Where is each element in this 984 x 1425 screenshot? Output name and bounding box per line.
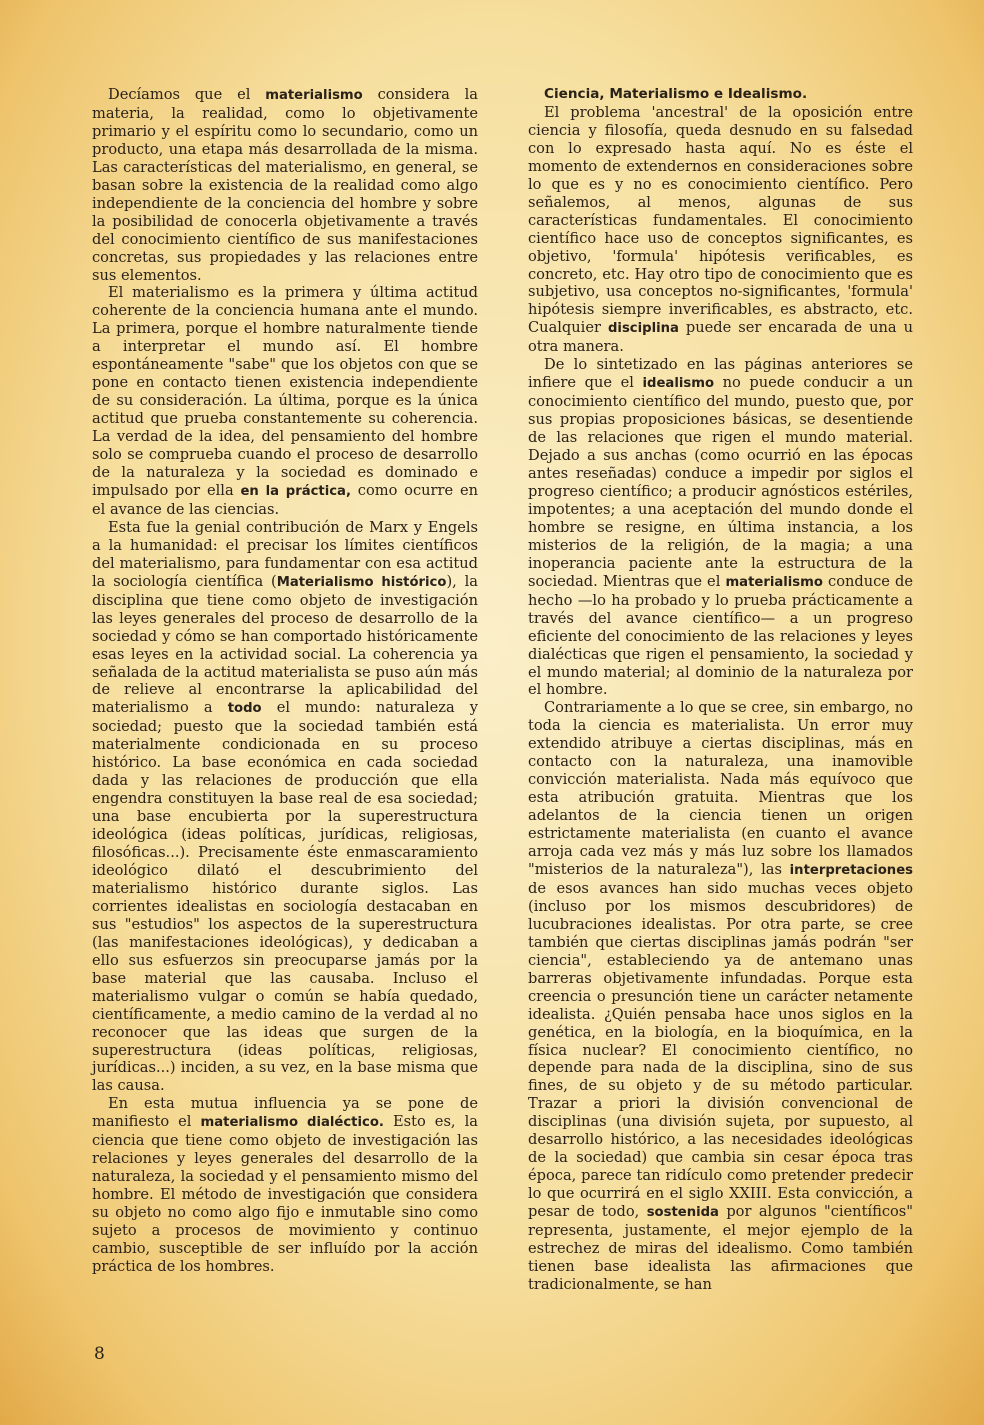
- paragraph: El materialismo es la primera y última actitud coherente de la conciencia humana ante el mundo. La primera, porque el hombre naturalmente tiende a interpretar el mundo así. El hombre espontáneamente "sabe" que los objetos con que se pone en contacto tienen existencia independiente de su consideración. La última, porque es la única actitud que prueba constantemente su coherencia. La verdad de la idea, del pensamiento del hombre solo se comprueba cuando el proceso de desarrollo de la naturaleza y la sociedad es dominado e impulsado por ella en la práctica, como ocurre en el avance de las ciencias.: [92, 284, 478, 518]
- paragraph: El problema 'ancestral' de la oposición entre ciencia y filosofía, queda desnudo en su falsedad con lo expresado hasta aquí. No es éste el momento de extendernos en consideraciones sobre lo que es y no es conocimiento científico. Pero señalemos, al menos, algunas de sus características fundamentales. El conocimiento científico hace uso de conceptos significantes, es objetivo, 'formula' hipótesis verificables, es concreto, etc. Hay otro tipo de conocimiento que es subjetivo, usa conceptos no-significantes, 'formula' hipótesis siempre inverificables, es abstracto, etc. Cualquier disciplina puede ser encarada de una u otra manera.: [528, 103, 913, 356]
- paragraph: Contrariamente a lo que se cree, sin embargo, no toda la ciencia es materialista. Un error muy extendido atribuye a ciertas disciplinas, más en contacto con la naturaleza, una inamovible convicción materialista. Nada más equívoco que esta atribución gratuita. Mientras que los adelantos de la ciencia tienen un origen estrictamente materialista (en cuanto el avance arroja cada vez más y más luz sobre los llamados "misterios de la naturaleza"), las interpretaciones de esos avances han sido muchas veces objeto (incluso por los mismos descubridores) de lucubraciones idealistas. Por otra parte, se cree también que ciertas disciplinas jamás podrán "ser ciencia", estableciendo ya de antemano unas barreras objetivamente infundadas. Porque esta creencia o presunción tiene un carácter netamente idealista. ¿Quién pensaba hace unos siglos en la genética, en la biología, en la bioquímica, en la física nuclear? El conocimiento científico, no depende para nada de la disciplina, sino de sus fines, de su objeto y de su método particular. Trazar a priori la división convencional de disciplinas (una división sujeta, por supuesto, al desarrollo histórico, a las necesidades ideológicas de la sociedad) que cambia sin cesar época tras época, parece tan ridículo como pretender predecir lo que ocurrirá en el siglo XXIII. Esta convicción, a pesar de todo, sostenida por algunos "científicos" representa, justamente, el mejor ejemplo de la estrechez de miras del idealismo. Como también tienen base idealista las afirmaciones que tradicionalmente, se han: [528, 699, 913, 1293]
- section-heading: Ciencia, Materialismo e Idealismo.: [544, 86, 808, 102]
- paragraph: En esta mutua influencia ya se pone de manifiesto el materialismo dialéctico. Esto es, la ciencia que tiene como objeto de investigación las relaciones y leyes generales del desarrollo de la naturaleza, la sociedad y el pensamiento mismo del hombre. El método de investigación que considera su objeto no como algo fijo e inmutable sino como sujeto a procesos de movimiento y continuo cambio, susceptible de ser influído por la acción práctica de los hombres.: [92, 1095, 478, 1275]
- right-column: [528, 86, 913, 1294]
- page-number: 8: [94, 1344, 105, 1364]
- paragraph: De lo sintetizado en las páginas anteriores se infiere que el idealismo no puede conducir a un conocimiento científico del mundo, puesto que, por sus propias proposiciones básicas, se desentiende de las relaciones que rigen el mundo material. Dejado a sus anchas (como ocurrió en las épocas antes reseñadas) conduce a impedir por siglos el progreso científico; a producir agnósticos estériles, impotentes; a una aceptación del mundo donde el hombre se resigne, en última instancia, a los misterios de la religión, de la magia; a una inoperancia paciente ante la estructura de la sociedad. Mientras que el materialismo conduce de hecho —lo ha probado y lo prueba prácticamente a través del avance científico— a un progreso eficiente del conocimiento de las relaciones y leyes dialécticas que rigen el pensamiento, la sociedad y el mundo material; al dominio de la naturaleza por el hombre.: [528, 356, 913, 699]
- paragraph: Decíamos que el materialismo considera la materia, la realidad, como lo objetivamente primario y el espíritu como lo secundario, como un producto, una etapa más desarrollada de la misma. Las características del materialismo, en general, se basan sobre la existencia de la realidad como algo independiente de la conciencia del hombre y sobre la posibilidad de conocerla objetivamente a través del conocimiento científico de sus manifestaciones concretas, sus propiedades y las relaciones entre sus elementos.: [92, 86, 478, 284]
- paragraph: Esta fue la genial contribución de Marx y Engels a la humanidad: el precisar los límites científicos del materialismo, para fundamentar con esa actitud la sociología científica (Materialismo histórico), la disciplina que tiene como objeto de investigación las leyes generales del proceso de desarrollo de la sociedad y cómo se han comportado históricamente esas leyes en la actividad social. La coherencia ya señalada de la actitud materialista se puso aún más de relieve al encontrarse la aplicabilidad del materialismo a todo el mundo: naturaleza y sociedad; puesto que la sociedad también está materialmente condicionada en su proceso histórico. La base económica en cada sociedad dada y las relaciones de producción que ella engendra constituyen la base real de esa sociedad; una base encubierta por la superestructura ideológica (ideas políticas, jurídicas, religiosas, filosóficas...). Precisamente éste enmascaramiento ideológico dilató el descubrimiento del materialismo histórico durante siglos. Las corrientes idealistas en sociología destacaban en sus "estudios" los aspectos de la superestructura (las manifestaciones ideológicas), y dedicaban a ello sus esfuerzos sin preocuparse jamás por la base material que las causaba. Incluso el materialismo vulgar o común se había quedado, científicamente, a medio camino de la verdad al no reconocer que las ideas que surgen de la superestructura (ideas políticas, religiosas, jurídicas...) inciden, a su vez, en la base misma que las causa.: [92, 518, 478, 1095]
- left-column: [92, 86, 478, 1276]
